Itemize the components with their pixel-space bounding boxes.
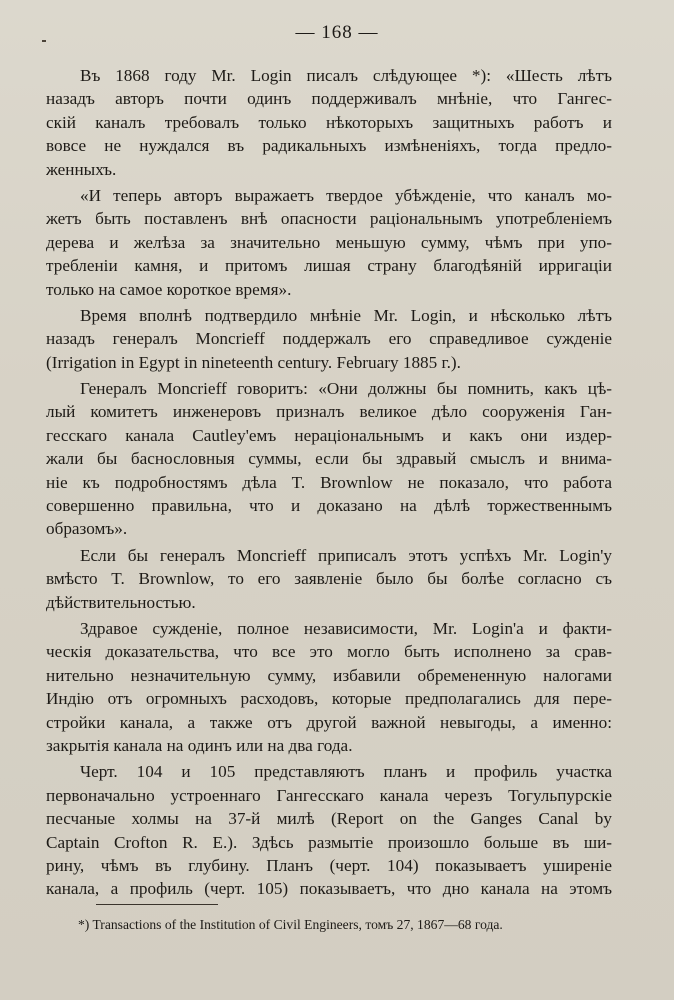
text-line: жетъ быть поставленъ внѣ опасности раціональнымъ употребленіемъ [46, 209, 612, 229]
text-line: ніе къ подробностямъ дѣла T. Brownlow не показало, что работа [46, 472, 612, 492]
paragraph [46, 184, 612, 301]
text-line: закрытія канала на одинъ или на два года. [46, 735, 353, 755]
text-line: дерева и желѣза за значительно меньшую сумму, чѣмъ при упо- [46, 232, 612, 252]
paragraph [46, 617, 612, 757]
text-line: Черт. 104 и 105 представляютъ планъ и профиль участка [80, 762, 612, 782]
paragraph [46, 544, 612, 614]
text-line: только на самое короткое время». [46, 279, 292, 299]
text-line: назадъ авторъ почти одинъ поддерживалъ мнѣніе, что Гангес- [46, 89, 612, 109]
text-line: Въ 1868 году Mr. Login писалъ слѣдующее *): «Шесть лѣтъ [80, 66, 612, 85]
text-line: скій каналъ требовалъ только нѣкоторыхъ защитныхъ работъ и [46, 112, 612, 132]
main-text [46, 64, 612, 901]
text-line: «И теперь авторъ выражаетъ твердое убѣжденіе, что каналъ мо- [80, 185, 612, 205]
text-line: женныхъ. [46, 159, 117, 179]
text-line: требленіи камня, и притомъ лишая страну благодѣяній ирригаціи [46, 256, 612, 276]
text-line: Генералъ Moncrieff говоритъ: «Они должны бы помнить, какъ цѣ- [80, 379, 612, 399]
text-line: (Irrigation in Egypt in nineteenth century. February 1885 г.). [46, 352, 461, 372]
text-line: канала, а профиль (черт. 105) показываетъ, что дно канала на этомъ [46, 879, 612, 899]
paragraph [46, 304, 612, 374]
paragraph [46, 64, 612, 181]
text-line: гесскаго канала Cautley'емъ нераціональнымъ и какъ они издер- [46, 425, 612, 445]
text-line: вовсе не нуждался въ радикальныхъ измѣненіяхъ, тогда предло- [46, 136, 612, 156]
text-line: образомъ». [46, 519, 128, 539]
text-line: песчаные холмы на 37-й милѣ (Report on the Ganges Canal by [46, 809, 612, 829]
text-line: лый комитетъ инженеровъ призналъ великое дѣло сооруженія Ган- [46, 402, 612, 422]
footnote: *) Transactions of the Institution of Civil Engineers, томъ 27, 1867—68 года. [78, 917, 503, 932]
text-line: рину, чѣмъ въ глубину. Планъ (черт. 104) показываетъ уширеніе [46, 855, 612, 875]
text-line: Время вполнѣ подтвердило мнѣніе Mr. Login, и нѣсколько лѣтъ [80, 305, 612, 325]
text-line: вмѣсто T. Brownlow, то его заявленіе было бы болѣе согласно съ [46, 569, 612, 589]
footnote-divider [96, 904, 218, 905]
text-line: Если бы генералъ Moncrieff приписалъ этотъ успѣхъ Mr. Login'у [80, 545, 612, 565]
paragraph [46, 377, 612, 541]
text-line: Здравое сужденіе, полное независимости, Mr. Login'а и факти- [80, 618, 612, 638]
text-line: нительно незначительную сумму, избавили обремененную налогами [46, 665, 612, 685]
text-line: назадъ генералъ Moncrieff поддержалъ его справедливое сужденіе [46, 329, 612, 349]
text-line: первоначально устроеннаго Гангесскаго канала черезъ Тогульпурскіе [46, 785, 612, 805]
text-line: ческія доказательства, что все это могло быть исполнено за срав- [46, 642, 612, 662]
text-line: совершенно правильна, что и доказано на дѣлѣ торжественнымъ [46, 496, 612, 516]
text-line: дѣйствительностью. [46, 592, 196, 612]
text-line: Captain Crofton R. E.). Здѣсь размытіе произошло больше въ ши- [46, 832, 612, 852]
paragraph [46, 760, 612, 900]
text-line: жали бы баснословныя суммы, если бы здравый смыслъ и внима- [46, 449, 612, 469]
text-line: стройки канала, а также отъ другой важной невыгоды, а именно: [46, 712, 612, 732]
text-line: Индію отъ огромныхъ расходовъ, которые предполагались для пере- [46, 689, 612, 709]
page-number: — 168 — [295, 22, 379, 43]
